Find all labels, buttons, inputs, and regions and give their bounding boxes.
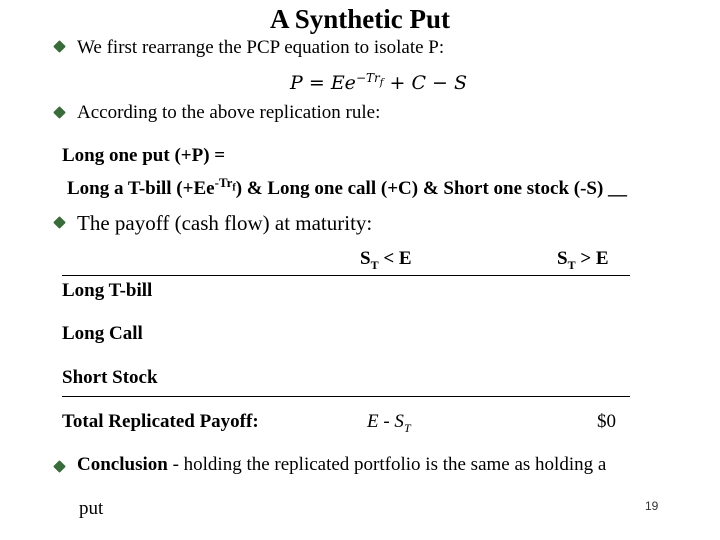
col-header-st-less-e (360, 248, 412, 270)
slide-title: A Synthetic Put (269, 4, 450, 34)
long-put-line: Long one put (+P) = (62, 145, 226, 166)
bullet-diamond-icon (53, 216, 66, 229)
col2-rest: > E (575, 248, 609, 269)
tbill-line-part2: ) & Long one call (+C) & Short one stock (-S) __ (235, 178, 628, 199)
equation-exponent-sub: f (379, 77, 384, 89)
equation-p: P (290, 72, 303, 94)
table-bottom-rule (62, 396, 630, 397)
page-number: 19 (645, 499, 659, 513)
col1-rest: < E (378, 248, 412, 269)
tbill-line-sup-sub: f (232, 182, 236, 194)
equation-equals: = (308, 72, 325, 94)
total-col1-sub: T (403, 420, 411, 435)
col1-sub: T (370, 257, 379, 272)
total-col2-value: $0 (597, 411, 616, 432)
col-header-st-greater-e (557, 248, 609, 270)
tbill-line (67, 174, 628, 200)
total-col1-value (367, 411, 411, 433)
total-replicated-payoff-label: Total Replicated Payoff: (62, 411, 259, 432)
tbill-line-part1: Long a T-bill (+Ee (67, 178, 215, 199)
row-long-call: Long Call (62, 323, 143, 344)
col2-sub: T (567, 257, 576, 272)
bullet-pcp-rearrange: We first rearrange the PCP equation to isolate P: (77, 37, 445, 58)
bullet-diamond-icon (53, 40, 66, 53)
conclusion-label: Conclusion (77, 454, 168, 475)
row-long-tbill: Long T-bill (62, 280, 153, 301)
bullet-diamond-icon (53, 460, 66, 473)
total-col1-main: E - S (367, 411, 404, 432)
put-equation (290, 72, 467, 94)
col1-s: S (360, 248, 371, 269)
bullet-diamond-icon (53, 106, 66, 119)
row-short-stock: Short Stock (62, 367, 158, 388)
equation-exponent (355, 70, 384, 89)
equation-rest: + C − S (389, 72, 467, 94)
equation-exponent-text: −Tr (355, 70, 380, 85)
bullet-replication-rule: According to the above replication rule: (77, 102, 381, 123)
bullet-conclusion (77, 454, 606, 476)
col2-s: S (557, 248, 568, 269)
tbill-line-sup: -Tr (214, 174, 233, 190)
conclusion-text: - holding the replicated portfolio is the same as holding a (167, 454, 607, 475)
conclusion-continuation: put (79, 498, 104, 519)
equation-e: Ee (330, 72, 356, 94)
table-top-rule (62, 275, 630, 276)
bullet-payoff-maturity: The payoff (cash flow) at maturity: (77, 211, 373, 235)
